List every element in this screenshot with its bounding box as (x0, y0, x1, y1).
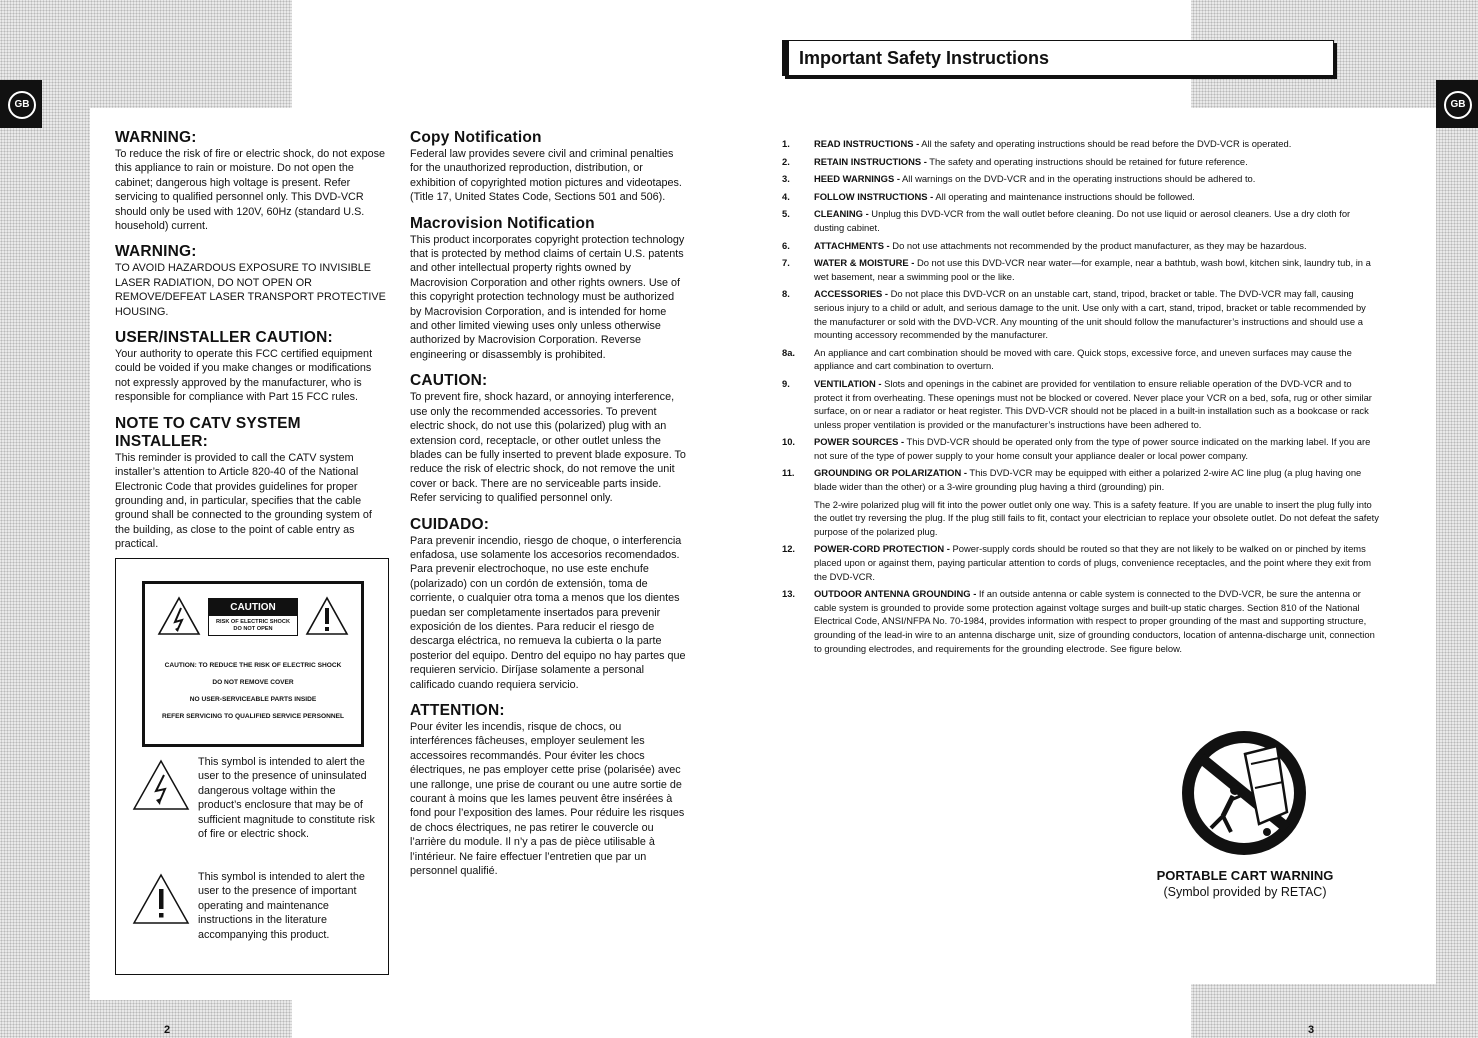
list-item: 5. CLEANING - Unplug this DVD-VCR from the wall outlet before cleaning. Do not use liquid or aerosol cleaners. Use a dry cloth for dusting cabinet. (782, 208, 1351, 233)
lightning-triangle-icon (132, 759, 190, 811)
list-item-continuation: The 2-wire polarized plug will fit into the power outlet only one way. This is a safety feature. If you are unable to insert the plug fully into the outlet try reversing the plug. If the plug still fails to fit, contact your electrician to replace your obsolete outlet. Do not defeat the safety purpose of the polarized plug. (814, 498, 1379, 537)
section-heading: CAUTION: (410, 372, 488, 390)
section-heading: Copy Notification (410, 129, 542, 146)
cuidado-section (410, 516, 686, 692)
left-column-2 (410, 129, 686, 886)
section-body: TO AVOID HAZARDOUS EXPOSURE TO INVISIBLE LASER RADIATION, DO NOT OPEN OR REMOVE/DEFEAT LASER TRANSPORT PROTECTIVE HOUSING. (115, 262, 386, 318)
list-item: 11. GROUNDING OR POLARIZATION - This DVD-VCR may be equipped with either a polarized 2-wire AC line plug (a plug having one blade wider than the other) or a 3-wire grounding plug having a third (grounding) pin. The 2-wire polarized plug will fit into the power outlet only one way. This is a safety feature. If you are unable to insert the plug fully into the outlet try reversing the plug. If the plug still fails to fit, contact your electrician to replace your obsolete outlet. Do not defeat the safety purpose of the polarized plug. (782, 467, 1379, 537)
macrovision-section (410, 215, 686, 363)
lightning-symbol-description: This symbol is intended to alert the user to the presence of uninsulated dangerous voltage within the product’s enclosure that may be of sufficient magnitude to constitute risk of fire or electric shock. (198, 756, 375, 841)
caution-label (142, 581, 364, 747)
section-heading: Macrovision Notification (410, 214, 595, 232)
cart-warning-subtitle: (Symbol provided by RETAC) (1163, 885, 1327, 899)
section-body: This reminder is provided to call the CATV system installer’s attention to Article 820-40 of the National Electronic Code that provides guidelines for proper grounding and, in particular, specifies that the cable ground shall be connected to the grounding system of the building, as close to the point of cable entry as practical. (115, 451, 372, 551)
page-number-left: 2 (164, 1024, 171, 1036)
list-item: 9. VENTILATION - Slots and openings in the cabinet are provided for ventilation to ensure reliable operation of the DVD-VCR and to protect it from overheating. These openings must not be blocked or covered. Never place your VCR on a bed, sofa, rug or other similar surface, on or near a radiator or heat register. This DVD-VCR should not be placed in a built-in installation such as a bookcase or rack unless proper ventilation is provided or the manufacturer’s instructions have been adhered to. (782, 377, 1372, 430)
section-heading: WARNING: (115, 129, 197, 146)
section-body: To reduce the risk of fire or electric shock, do not expose this appliance to rain or moisture. Do not open the cabinet; dangerous high voltage is present. Refer servicing to qualified personnel only. This DVD-VCR should only be used with 120V, 60Hz (standard U.S. household) current. (115, 148, 386, 233)
exclamation-symbol-description: This symbol is intended to alert the user to the presence of important operating and maintenance instructions in the literature accompanying this product. (198, 871, 365, 941)
copy-notification-section (410, 129, 686, 205)
list-item: 6. ATTACHMENTS - Do not use attachments not recommended by the product manufacturer, as they may be hazardous. (782, 239, 1307, 251)
section-heading: ATTENTION: (410, 702, 505, 719)
page-title: Important Safety Instructions (799, 48, 1050, 68)
caution-line-4: REFER SERVICING TO QUALIFIED SERVICE PERSONNEL (161, 713, 345, 720)
lightning-warning-icon (157, 596, 201, 636)
list-item: 4. FOLLOW INSTRUCTIONS - All operating and maintenance instructions should be followed. (782, 190, 1195, 202)
list-item: 2. RETAIN INSTRUCTIONS - The safety and operating instructions should be retained for future reference. (782, 155, 1248, 167)
gb-badge-right (1436, 80, 1478, 128)
list-item: 3. HEED WARNINGS - All warnings on the DVD-VCR and in the operating instructions should be adhered to. (782, 173, 1256, 185)
left-column-1 (115, 129, 389, 560)
list-item: 1. READ INSTRUCTIONS - All the safety and operating instructions should be read before the DVD-VCR is operated. (782, 138, 1292, 149)
caution-line-1: CAUTION: TO REDUCE THE RISK OF ELECTRIC SHOCK (164, 662, 342, 669)
section-body: To prevent fire, shock hazard, or annoying interference, use only the recommended accessories. To prevent electric shock, do not use this (polarized) plug with an extension cord, receptacle, or other outlet unless the blades can be fully inserted to prevent blade exposure. To reduce the risk of electric shock, do not remove the unit cover or back. There are no serviceable parts inside. Refer servicing to qualified personnel only. (410, 391, 686, 505)
caution-line-3: NO USER-SERVICEABLE PARTS INSIDE (189, 696, 317, 703)
page-title-bar (782, 40, 1334, 76)
list-item: 13. OUTDOOR ANTENNA GROUNDING - If an outside antenna or cable system is connected to the DVD-VCR, be sure the antenna or cable system is grounded to provide some protection against voltage surges and built-up static charges. Section 810 of the National Electrical Code, ANSI/NFPA No. 70-1984, provides information with respect to proper grounding of the mast and supporting structure, grounding of the lead-in wire to an antenna discharge unit, size of grounding conductors, location of antenna-discharge unit, connection to grounding electrodes, and requirements for the grounding electrode. See figure below. (782, 588, 1375, 654)
portable-cart-warning-icon (1179, 728, 1309, 858)
list-item: 10. POWER SOURCES - This DVD-VCR should be operated only from the type of power source indicated on the marking label. If you are not sure of the type of power supply to your home consult your appliance dealer or local power company. (782, 436, 1371, 461)
list-item: 7. WATER & MOISTURE - Do not use this DVD-VCR near water—for example, near a bathtub, wash bowl, kitchen sink, laundry tub, in a wet basement, near a swimming pool or the like. (782, 257, 1371, 282)
safety-instructions-list (782, 137, 1380, 659)
section-heading: NOTE TO CATV SYSTEM INSTALLER: (115, 414, 301, 450)
section-heading: CUIDADO: (410, 515, 490, 533)
caution-line-2: DO NOT REMOVE COVER (212, 679, 294, 686)
list-item: 8a. An appliance and cart combination should be moved with care. Quick stops, excessive force, and uneven surfaces may cause the appliance and cart combination to overturn. (782, 346, 1352, 372)
laser-warning-section (115, 243, 389, 319)
exclamation-triangle-icon (132, 873, 190, 925)
catv-note-section (115, 415, 389, 552)
list-item: 8. ACCESSORIES - Do not place this DVD-VCR on an unstable cart, stand, tripod, bracket or table. The DVD-VCR may fall, causing serious injury to a child or adult, and serious damage to the unit. Use only with a cart, stand, tripod, bracket or table recommended by the manufacturer or sold with the DVD-VCR. Any mounting of the unit should follow the manufacturer’s instructions and should use a mounting accessory recommended by the manufacturer. (782, 288, 1366, 341)
section-body: This product incorporates copyright protection technology that is protected by method claims of certain U.S. patents and other intellectual property rights owned by Macrovision Corporation and other rights owners. Use of this copyright protection technology must be authorized by Macrovision Corporation, and is intended for home and other limited viewing uses only unless otherwise authorized by Macrovision Corporation. Reverse engineering or disassembly is prohibited. (410, 233, 685, 361)
section-body: Federal law provides severe civil and criminal penalties for the unauthorized reproduction, distribution, or exhibition of copyrighted motion pictures and videotapes. (Title 17, United States Code, Sections 501 and 506). (410, 148, 682, 204)
page-number-right: 3 (1308, 1024, 1315, 1036)
section-body: Para prevenir incendio, riesgo de choque, o interferencia enfadosa, use solamente los accesorios recomendados. Para prevenir electrochoque, no use este enchufe (polarizado) con un cordón de extensión, toma de corriente, o cualquier otra toma a menos que los dientes puedan ser completamente insertados para prevenir exposición de los dientes. Para reducir el riesgo de descarga eléctrica, no remueva la cubierta o la parte posterior del equipo. Dentro del equipo no hay partes que requieren servicio. Diríjase solamente a personal calificado cuando requiera servicio. (410, 534, 686, 691)
caution-black-plate (208, 598, 298, 636)
section-heading: WARNING: (115, 243, 197, 261)
caution-section (410, 372, 686, 505)
caution-symbols-box (115, 558, 389, 975)
list-item: 12. POWER-CORD PROTECTION - Power-supply cords should be routed so that they are not likely to be walked on or pinched by items placed upon or against them, paying particular attention to cords of plugs, convenience receptacles, and the point where they exit from the DVD-VCR. (782, 543, 1372, 582)
exclamation-warning-icon (305, 596, 349, 636)
section-body: Pour éviter les incendis, risque de chocs, ou interférences fâcheuses, employer seulement les accessoires recommandés. Pour éviter les chocs électriques, ne pas employer cette prise (polarisée) avec une rallonge, une prise de courant ou une autre sortie de courant à moins que les lames peuvent être insérées à fond pour l’exposition des lames. Pour réduire les risques de chocs électriques, ne pas retirer le couvercle ou l’arrière du module. Il n’y a pas de pièce utilisable à l’intérieur. Ne faire effectuer l’entretien que par un personnel qualifié. (410, 721, 685, 878)
cart-warning-title: PORTABLE CART WARNING (1156, 868, 1334, 883)
left-page-top-area (292, 0, 739, 108)
section-body: Your authority to operate this FCC certified equipment could be voided if you make changes or modifications not expressly approved by the manufacturer, who is responsible for compliance with Part 15 FCC rules. (115, 348, 373, 404)
installer-caution-section (115, 329, 389, 405)
section-heading: USER/INSTALLER CAUTION: (115, 329, 333, 347)
left-page-bottom-area (292, 1000, 739, 1038)
warning-section (115, 129, 389, 233)
attention-section (410, 702, 686, 878)
caution-title: CAUTION (209, 599, 297, 616)
title-marker (783, 41, 789, 75)
gb-label: GB (1444, 91, 1472, 119)
caution-sub-2: DO NOT OPEN (233, 626, 273, 632)
gb-badge-left (0, 80, 42, 128)
right-page-bottom-area (739, 984, 1191, 1038)
caution-sub-1: RISK OF ELECTRIC SHOCK (216, 619, 290, 625)
gb-label: GB (8, 91, 36, 119)
